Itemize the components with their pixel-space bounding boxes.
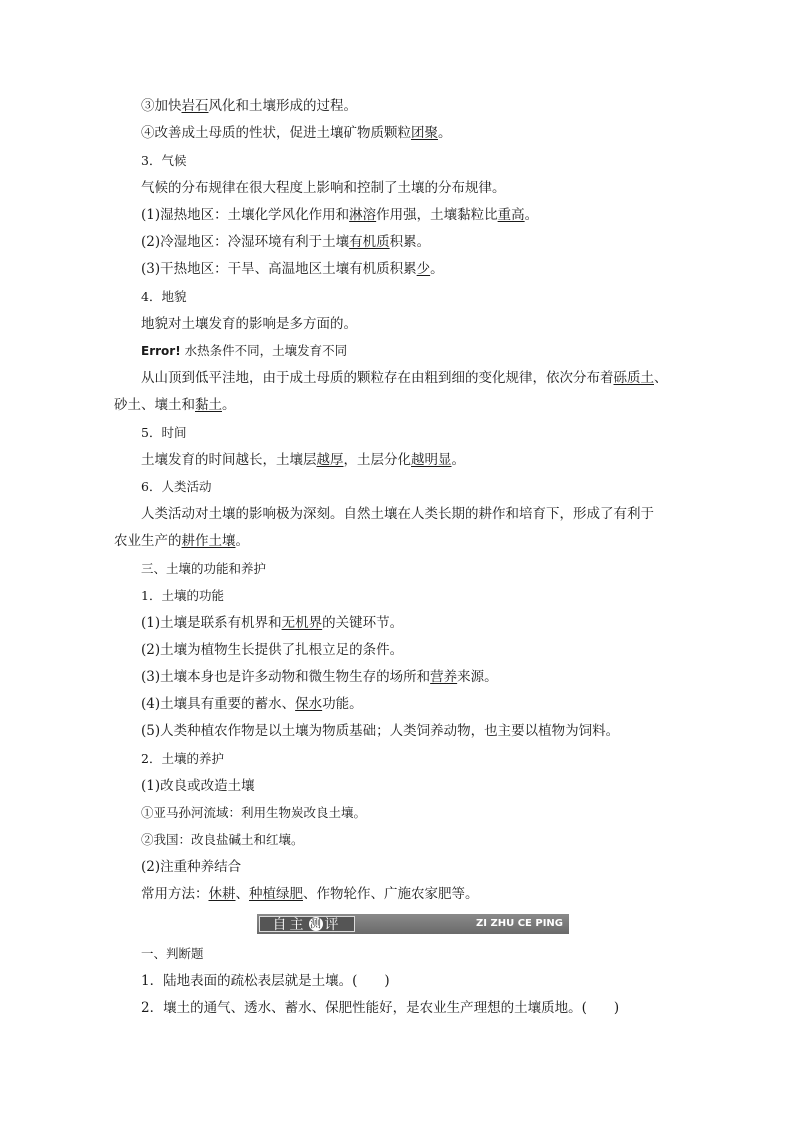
- text-line: 砂土、壤土和黏土。: [114, 397, 236, 413]
- text-line: (3)干热地区：干旱、高温地区土壤有机质积累少。: [141, 261, 444, 277]
- banner-pinyin: ZI ZHU CE PING: [476, 918, 563, 929]
- section-heading: 三、土壤的功能和养护: [141, 561, 267, 576]
- section-heading: 3．气候: [141, 153, 187, 168]
- question-line: 2．壤土的通气、透水、蓄水、保肥性能好，是农业生产理想的土壤质地。( ): [141, 1000, 620, 1016]
- section-heading: 2．土壤的养护: [141, 751, 224, 766]
- section-heading: 5．时间: [141, 425, 187, 440]
- text-line: (3)土壤本身也是许多动物和微生物生存的场所和营养来源。: [141, 669, 498, 685]
- question-line: 1．陆地表面的疏松表层就是土壤。( ): [141, 973, 390, 989]
- text-line: 从山顶到低平洼地，由于成土母质的颗粒存在由粗到细的变化规律，依次分布着砾质土、: [141, 370, 668, 386]
- banner-mark: 测: [310, 917, 321, 930]
- text-line: (1)改良或改造土壤: [141, 778, 255, 794]
- text-line: (2)冷湿地区：冷湿环境有利于土壤有机质积累。: [141, 234, 431, 250]
- text-line: 地貌对土壤发育的影响是多方面的。: [141, 316, 357, 332]
- text-line: 土壤发育的时间越长，土壤层越厚，土层分化越明显。: [141, 452, 465, 468]
- text-line: ②我国：改良盐碱土和红壤。: [141, 832, 304, 847]
- banner-title: 自主 测 评: [259, 916, 355, 932]
- text-line: (2)土壤为植物生长提供了扎根立足的条件。: [141, 642, 404, 658]
- text-line: (5)人类种植农作物是以土壤为物质基础；人类饲养动物，也主要以植物为饲料。: [141, 723, 620, 739]
- text-line: 常用方法：休耕、种植绿肥、作物轮作、广施农家肥等。: [141, 886, 479, 902]
- text-line: 气候的分布规律在很大程度上影响和控制了土壤的分布规律。: [141, 180, 506, 196]
- error-line: Error! 水热条件不同，土壤发育不同: [141, 343, 348, 358]
- text-line: ④改善成土母质的性状，促进土壤矿物质颗粒团聚。: [141, 125, 452, 141]
- self-assessment-banner: [257, 914, 569, 934]
- error-label: Error!: [141, 344, 181, 358]
- section-heading: 一、判断题: [141, 946, 204, 961]
- text-line: ③加快岩石风化和土壤形成的过程。: [141, 98, 357, 114]
- text-line: (1)湿热地区：土壤化学风化作用和淋溶作用强，土壤黏粒比重高。: [141, 207, 539, 223]
- text-line: 农业生产的耕作土壤。: [114, 533, 249, 549]
- text-line: ①亚马孙河流域：利用生物炭改良土壤。: [141, 805, 367, 820]
- section-heading: 4．地貌: [141, 289, 187, 304]
- text-line: 人类活动对土壤的影响极为深刻。自然土壤在人类长期的耕作和培育下，形成了有利于: [141, 506, 654, 522]
- section-heading: 1．土壤的功能: [141, 588, 224, 603]
- text-line: (1)土壤是联系有机界和无机界的关键环节。: [141, 615, 404, 631]
- text-line: (2)注重种养结合: [141, 859, 242, 875]
- section-heading: 6．人类活动: [141, 479, 212, 494]
- text-line: (4)土壤具有重要的蓄水、保水功能。: [141, 696, 363, 712]
